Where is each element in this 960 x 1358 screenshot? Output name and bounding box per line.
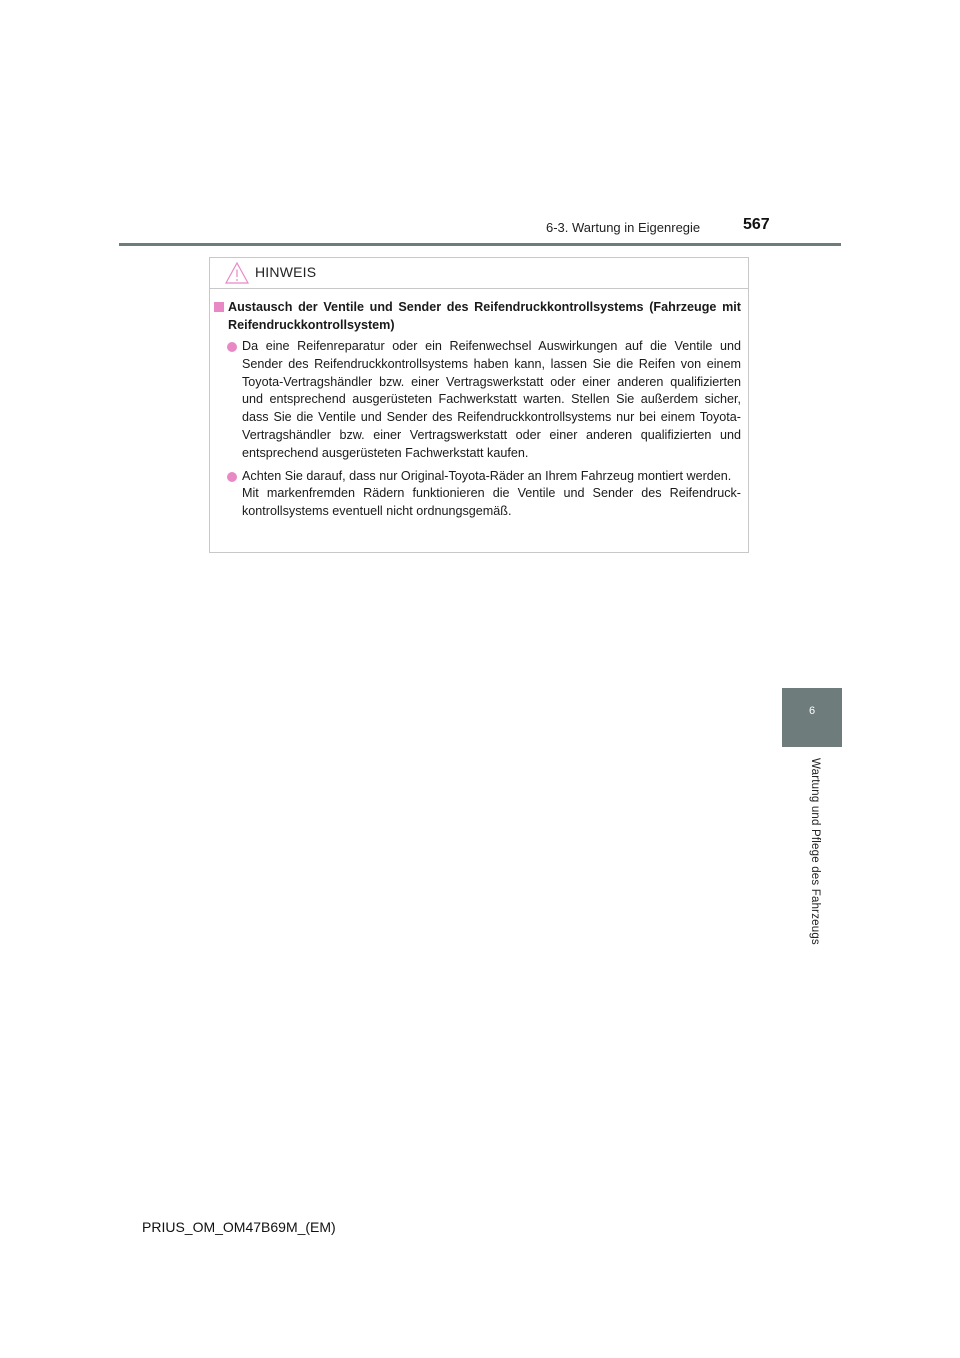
square-bullet-icon: [214, 302, 224, 312]
notice-box: [209, 257, 749, 553]
chapter-tab: [782, 688, 842, 747]
list-item: [210, 468, 748, 521]
notice-title: HINWEIS: [255, 264, 317, 280]
chapter-title: Wartung und Pflege des Fahrzeugs: [809, 758, 821, 945]
list-item-text: Da eine Reifenreparatur oder ein Reifenwechsel Auswirkungen auf die Ventile und Sender des Reifendruckkontrollsystems haben kann, lassen Sie die Reifen von einem Toyota-Vertragshändler bzw. einer Vertragswerkstatt oder einer anderen qualifizierten und entsprechend ausgerüsteten Fachwerkstatt warten. Stellen Sie außerdem sicher, dass Sie die Ventile und Sender des Reifendruckkontrollsystems nur bei einem Toyota-Vertragshändler bzw. einer Vertragswerkstatt oder einer anderen qualifizierten und entsprechend ausgerüsteten Fachwerkstatt kaufen.: [242, 339, 741, 460]
header-divider: [119, 243, 841, 246]
warning-triangle-icon: [224, 261, 250, 285]
section-title: 6-3. Wartung in Eigenregie: [546, 220, 701, 235]
document-code: PRIUS_OM_OM47B69M_(EM): [142, 1219, 336, 1235]
notice-body: [210, 298, 748, 521]
list-item: [210, 338, 748, 463]
notice-section-heading-text: Austausch der Ventile und Sender des Reifendruckkontrollsystems (Fahrzeuge mit Reifendruckkontrollsystem): [228, 300, 741, 332]
notice-section-heading: [210, 298, 748, 334]
circle-bullet-icon: [227, 472, 237, 482]
page-number: 567: [743, 216, 770, 233]
list-item-text: Achten Sie darauf, dass nur Original-Toyota-Räder an Ihrem Fahrzeug montiert werden.: [242, 468, 732, 483]
chapter-number: 6: [808, 705, 816, 717]
circle-bullet-icon: [227, 342, 237, 352]
notice-header: [210, 258, 748, 289]
list-item-text-continued: Mit markenfremden Rädern funktionieren die Ventile und Sender des Reifendruck-kontrollsystems eventuell nicht ordnungsgemäß.: [242, 486, 741, 519]
